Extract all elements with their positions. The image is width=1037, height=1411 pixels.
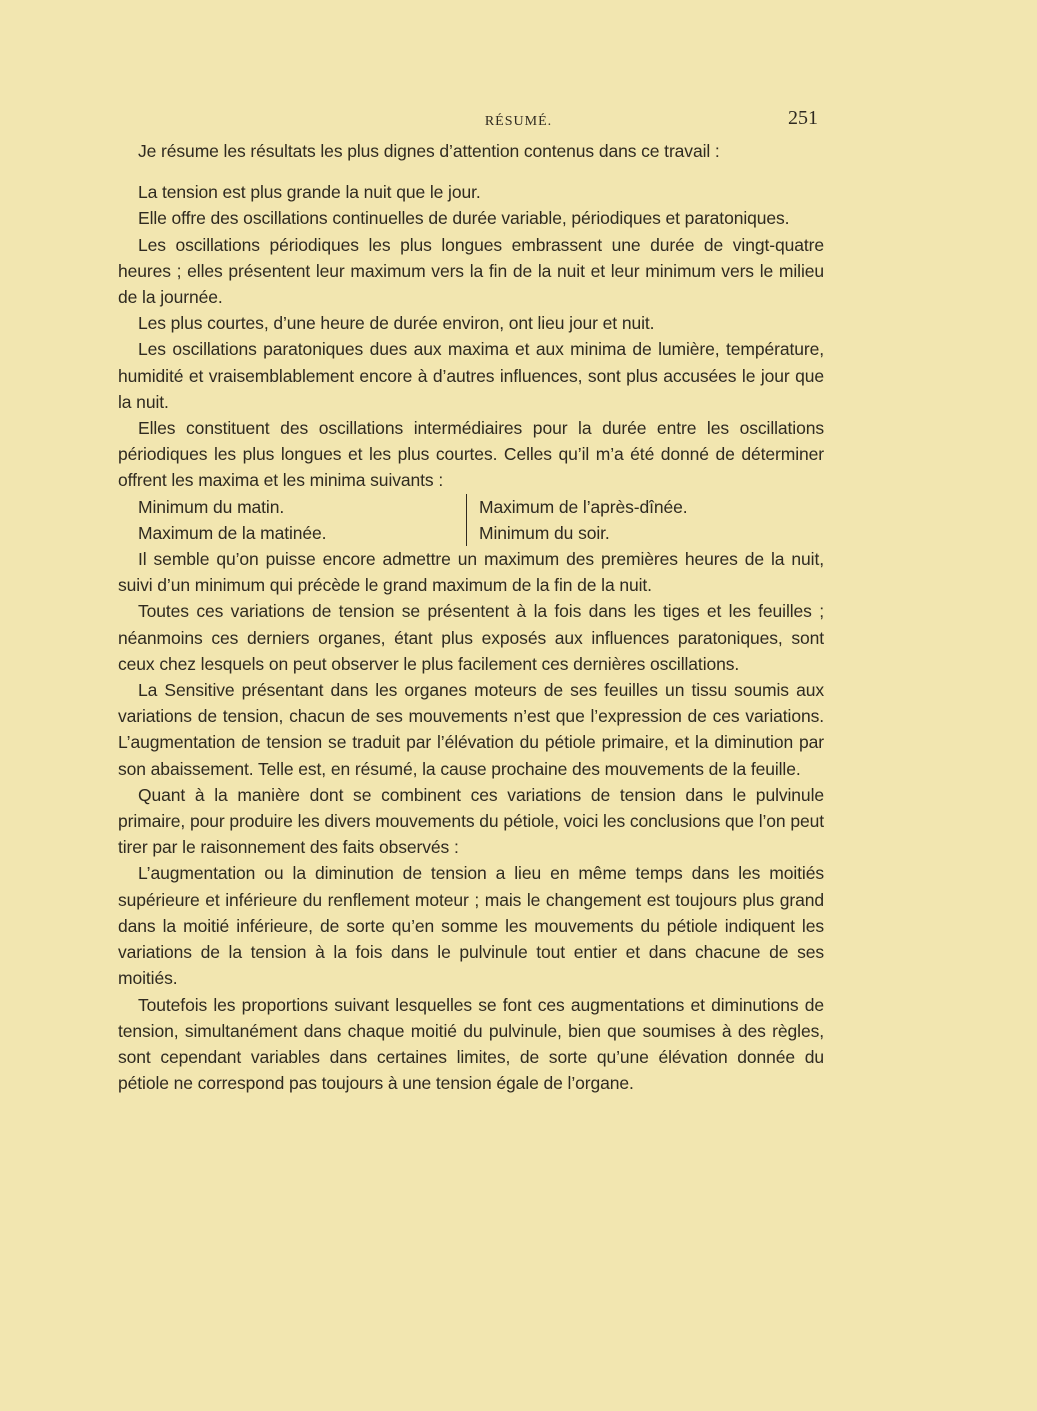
paragraph-intro: Je résume les résultats les plus dignes d’attention contenus dans ce travail :: [138, 141, 720, 161]
paragraph: Toutefois les proportions suivant lesquelles se font ces augmentations et diminutions de tension, simultanément dans chaque moitié du pulvinule, bien que soumises à des règles, sont cependant variables dans certaines limites, de sorte qu’une élévation donnée du pétiole ne correspond pas toujours à une tension égale de l’organe.: [118, 994, 824, 1094]
paragraph: Les oscillations périodiques les plus longues embrassent une durée de vingt-quatre heures ; elles présentent leur maximum vers la fin de la nuit et leur minimum vers le milieu de la journée.: [118, 234, 824, 308]
table-column-left: [118, 494, 466, 546]
maxima-minima-table: [118, 494, 824, 546]
paragraph: Il semble qu’on puisse encore admettre un maximum des premières heures de la nuit, suivi d’un minimum qui précède le grand maximum de la fin de la nuit.: [118, 549, 824, 596]
paragraph: Quant à la manière dont se combinent ces variations de tension dans le pulvinule primaire, pour produire les divers mouvements du pétiole, voici les conclusions que l’on peut tirer par le raisonnement des faits observés :: [118, 784, 824, 858]
table-cell: Minimum du soir.: [479, 522, 610, 543]
table-column-right: [466, 494, 814, 546]
paragraph: Toutes ces variations de tension se présentent à la fois dans les tiges et les feuilles ; néanmoins ces derniers organes, étant plus exposés aux influences paratoniques, sont ceux chez lesquels on peut observer le plus facilement ces dernières oscillations.: [118, 601, 824, 674]
paragraph: Elles constituent des oscillations intermédiaires pour la durée entre les oscillations périodiques les plus longues et les plus courtes. Celles qu’il m’a été donné de déterminer offrent les maxima et les minima suivants :: [118, 418, 824, 491]
table-cell: Maximum de la matinée.: [138, 522, 327, 543]
paragraph: L’augmentation ou la diminution de tension a lieu en même temps dans les moitiés supérieure et inférieure du renflement moteur ; mais le changement est toujours plus grand dans la moitié inférieure, de sorte qu’en somme les mouvements du pétiole indiquent les variations de la tension à la fois dans le pulvinule tout entier et dans chacune de ses moitiés.: [118, 863, 824, 989]
paragraph: La tension est plus grande la nuit que le jour.: [138, 182, 481, 203]
body-text: [118, 138, 824, 1096]
paragraph: Elle offre des oscillations continuelles de durée variable, périodiques et paratoniques.: [138, 208, 790, 229]
paragraph: Les plus courtes, d’une heure de durée environ, ont lieu jour et nuit.: [138, 313, 655, 334]
paragraph: Les oscillations paratoniques dues aux maxima et aux minima de lumière, température, humidité et vraisemblablement encore à d’autres influences, sont plus accusées le jour que la nuit.: [118, 339, 824, 412]
table-cell: Maximum de l’après-dînée.: [479, 496, 688, 517]
running-header: RÉSUMÉ.: [484, 114, 553, 129]
table-cell: Minimum du matin.: [138, 496, 285, 517]
paragraph: La Sensitive présentant dans les organes moteurs de ses feuilles un tissu soumis aux variations de tension, chacun de ses mouvements n’est que l’expression de ces variations. L’augmentation de tension se traduit par l’élévation du pétiole primaire, et la diminution par son abaissement. Telle est, en résumé, la cause prochaine des mouvements de la feuille.: [118, 680, 824, 779]
page-number: 251: [788, 107, 818, 129]
